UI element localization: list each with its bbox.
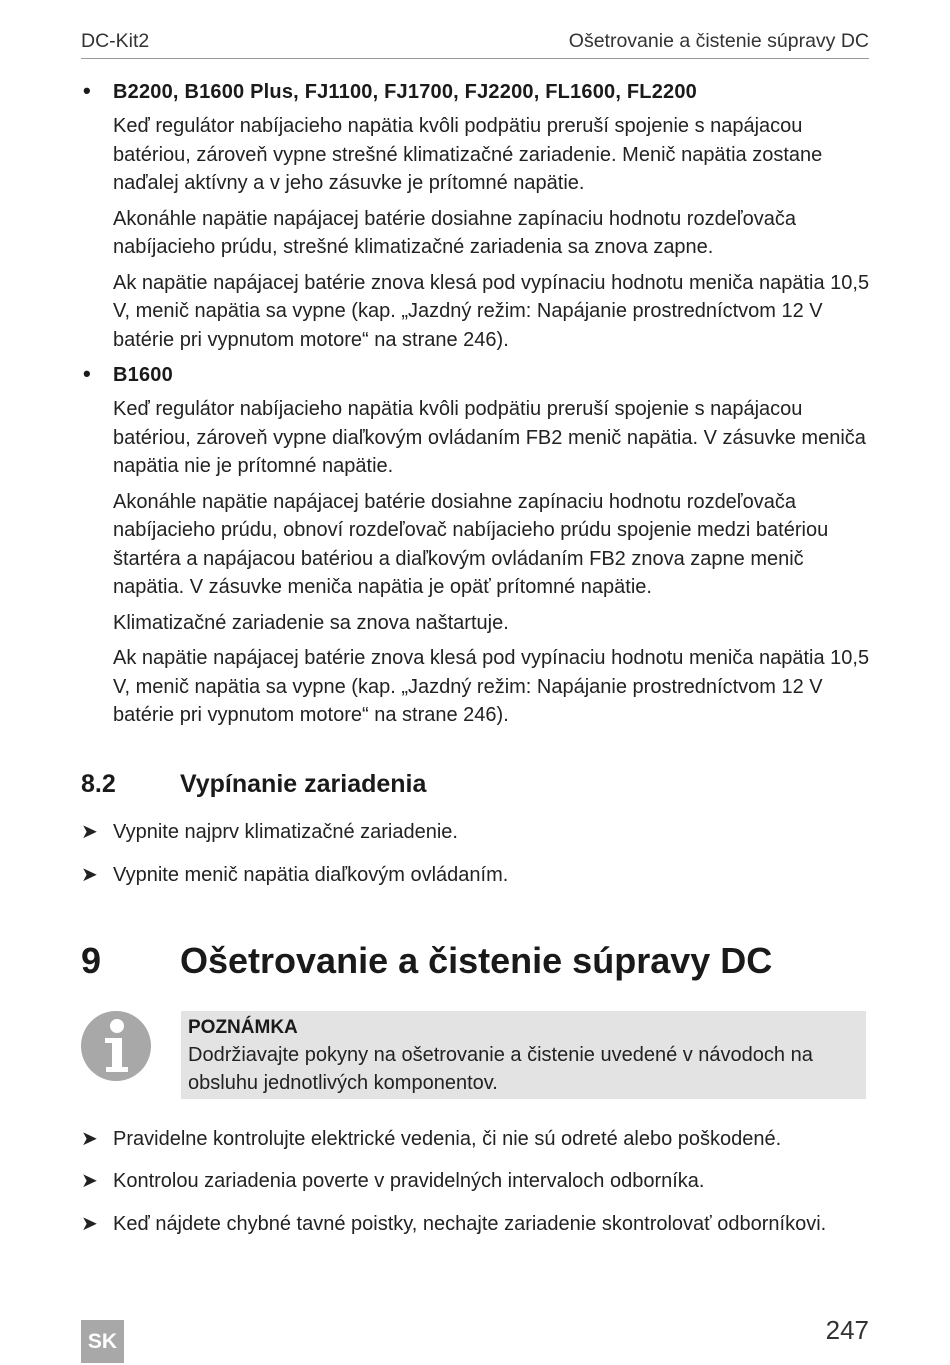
info-icon: [81, 1011, 151, 1081]
note-text: Dodržiavajte pokyny na ošetrovanie a čistenie uvedené v návodoch na obsluhu jednotlivých komponentov.: [188, 1044, 813, 1094]
bullet-models-b1600: [81, 361, 871, 389]
main-content: [81, 78, 871, 730]
bullet-heading: B2200, B1600 Plus, FJ1100, FJ1700, FJ2200, FL1600, FL2200: [113, 81, 697, 103]
header-chapter-title: Ošetrovanie a čistenie súpravy DC: [568, 30, 869, 52]
bullet-dot: •: [83, 361, 91, 386]
header-doc-name: DC-Kit2: [81, 30, 150, 52]
chapter-title: Ošetrovanie a čistenie súpravy DC: [180, 940, 773, 981]
step-arrow-icon: ➤: [81, 1170, 98, 1192]
paragraph: Keď regulátor nabíjacieho napätia kvôli podpätiu preruší spojenie s napájacou batériou, zároveň vypne diaľkovým ovládaním FB2 menič napätia. V zásuvke meniča napätia nie je prítomné napätie.: [113, 398, 866, 477]
step-arrow-icon: ➤: [81, 821, 98, 843]
chapter-number: 9: [81, 940, 102, 981]
step-text: Vypnite najprv klimatizačné zariadenie.: [113, 821, 458, 843]
step-arrow-icon: ➤: [81, 1213, 98, 1235]
step-item: [81, 861, 871, 890]
bullet-heading: B1600: [113, 364, 173, 386]
section-number: 8.2: [81, 770, 116, 798]
step-arrow-icon: ➤: [81, 1128, 98, 1150]
language-badge: SK: [81, 1320, 124, 1363]
step-text: Kontrolou zariadenia poverte v pravidelných intervaloch odborníka.: [113, 1170, 705, 1192]
step-text: Vypnite menič napätia diaľkovým ovládaním.: [113, 864, 509, 886]
bullet-dot: •: [83, 78, 91, 103]
step-item: [81, 1125, 871, 1154]
step-item: [81, 818, 871, 847]
paragraph: Klimatizačné zariadenie sa znova naštartuje.: [113, 611, 509, 634]
step-item: [81, 1210, 871, 1239]
paragraph: Keď regulátor nabíjacieho napätia kvôli podpätiu preruší spojenie s napájacou batériou, zároveň vypne strešné klimatizačné zariadenie. Menič napätia zostane naďalej aktívny a v jeho zásuvke je prítomné napätie.: [113, 115, 823, 194]
page-header: [81, 30, 869, 59]
step-item: [81, 1167, 871, 1196]
paragraph: Ak napätie napájacej batérie znova klesá pod vypínaciu hodnotu meniča napätia 10,5 V, menič napätia sa vypne (kap. „Jazdný režim: Napájanie prostredníctvom 12 V batérie pri vypnutom motore“ na strane 246).: [113, 271, 870, 351]
note-heading: POZNÁMKA: [188, 1017, 298, 1038]
paragraph: Akonáhle napätie napájacej batérie dosiahne zapínaciu hodnotu rozdeľovača nabíjacieho prúdu, obnoví rozdeľovač nabíjacieho prúdu spojenie medzi batériou štartéra a napájacou batériou a diaľkovým ovládaním FB2 znova zapne menič napätia. V zásuvke meniča napätia je opäť prítomné napätie.: [113, 490, 829, 598]
bullet-models-b2200: [81, 78, 871, 106]
note-box: [181, 1011, 866, 1099]
page-number: 247: [825, 1315, 869, 1345]
step-arrow-icon: ➤: [81, 864, 98, 886]
paragraph: Akonáhle napätie napájacej batérie dosiahne zapínaciu hodnotu rozdeľovača nabíjacieho prúdu, strešné klimatizačné zariadenia sa znova zapne.: [113, 207, 797, 258]
step-text: Keď nájdete chybné tavné poistky, nechajte zariadenie skontrolovať odborníkovi.: [113, 1213, 827, 1235]
paragraph: Ak napätie napájacej batérie znova klesá pod vypínaciu hodnotu meniča napätia 10,5 V, menič napätia sa vypne (kap. „Jazdný režim: Napájanie prostredníctvom 12 V batérie pri vypnutom motore“ na strane 246).: [113, 647, 870, 726]
section-title: Vypínanie zariadenia: [180, 770, 427, 798]
step-text: Pravidelne kontrolujte elektrické vedenia, či nie sú odreté alebo poškodené.: [113, 1128, 782, 1150]
